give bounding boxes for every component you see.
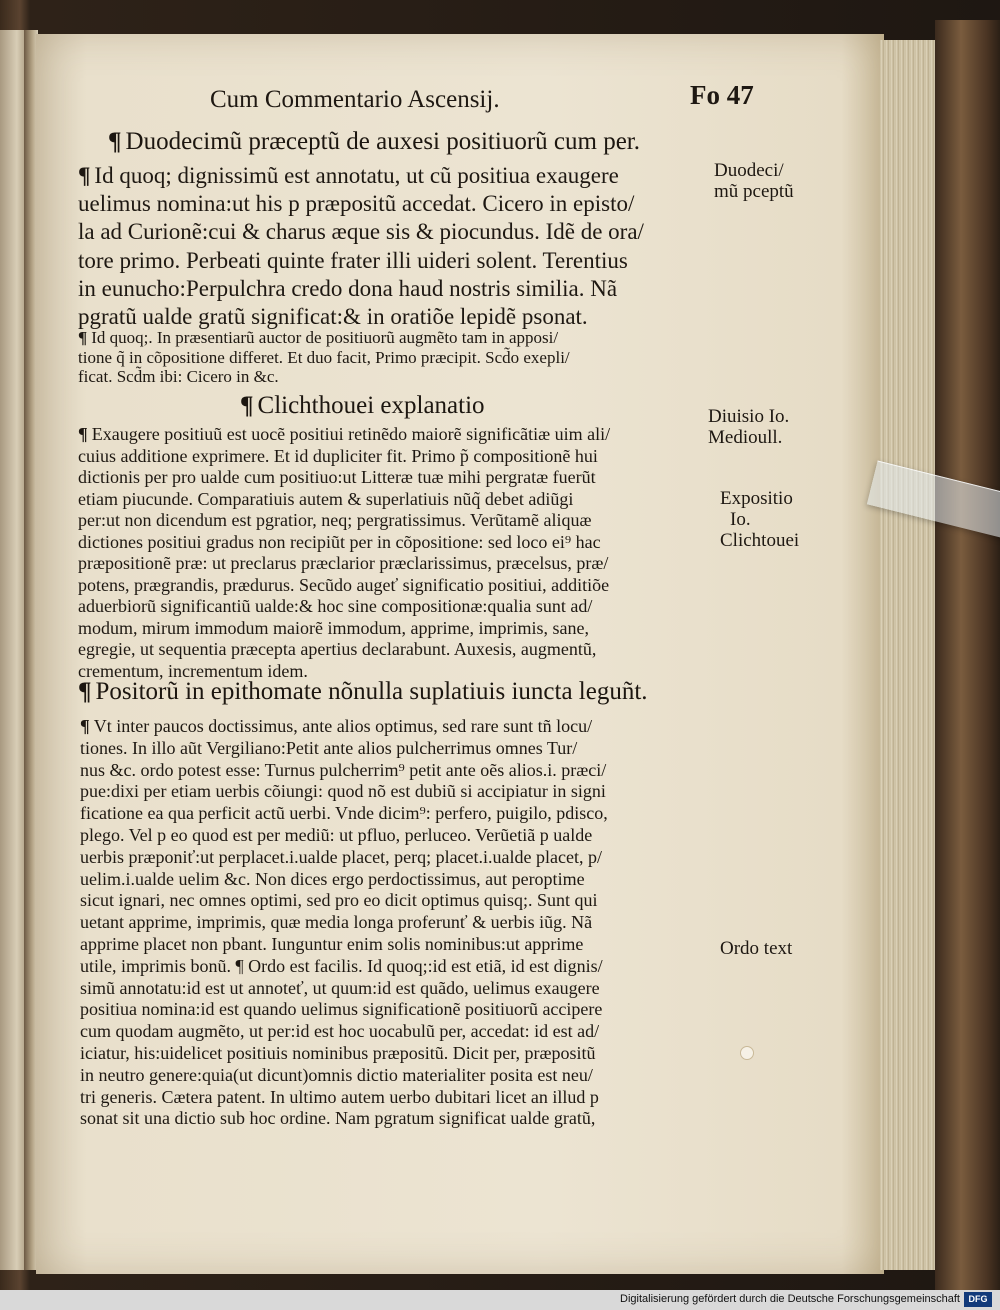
text-line: dictionis per pro ualde cum positiuo:ut Litteræ tuæ mihi pergratæ fuerũt <box>78 467 596 487</box>
facing-page-edge <box>0 30 24 1270</box>
text-line: pue:dixi per etiam uerbis cõiungi: quod nõ est dubiũ si accipiatur in signi <box>80 781 606 802</box>
leather-cover <box>935 20 1000 1290</box>
text-line-content: Id quoq; dignissimũ est annotatu, ut cũ positiua exaugere <box>94 163 619 188</box>
heading-text: Clichthouei explanatio <box>257 392 485 419</box>
folio-number: Fo 47 <box>690 80 754 110</box>
text-line <box>80 716 608 738</box>
text-line: dictiones positiui gradus non recipiũt per in cõpositione: sed loco ei⁹ hac <box>78 531 601 552</box>
text-line: ficatione ea qua perficit actũ uerbi. Vnde dicim⁹: perfero, puigilo, pdisco, <box>80 803 608 824</box>
text-line: sonat sit una dictio sub hoc ordine. Nam pgratum significat ualde gratũ, <box>80 1108 596 1129</box>
pilcrow-icon: ¶ <box>240 392 254 419</box>
text-line: plego. Vel p eo quod est per mediũ: ut pfluo, perluceo. Verũetiã p ualde <box>80 824 593 845</box>
heading-text: Duodecimũ præceptũ de auxesi positiuorũ cum per. <box>125 128 640 155</box>
footer-bar <box>0 1290 1000 1310</box>
marginal-note-expositio <box>720 488 799 551</box>
text-line: aduerbiorũ significantiũ ualde:& hoc sine compositionæ:qualia sunt ad/ <box>78 596 593 616</box>
marginal-line: Expositio <box>720 488 793 509</box>
marginal-note-duodecimum <box>714 160 794 202</box>
text-line: utile, imprimis bonũ. ¶ Ordo est facilis. Id quoq;:id est etiã, id est dignis/ <box>80 955 603 976</box>
commentary-block-1 <box>78 328 570 387</box>
paper-hole <box>740 1046 754 1060</box>
text-line-content: Exaugere positiuũ est uocẽ positiui retinẽdo maiorẽ significãtiæ uim ali/ <box>91 424 611 444</box>
text-line: cuius additione exprimere. Et id dupliciter fit. Primo p̃ compositionẽ hui <box>78 445 598 466</box>
text-line: tione q̃ in cõpositione differet. Et duo facit, Primo præcipit. Scd̃o exepli/ <box>78 347 570 367</box>
text-line: crementum, incrementum idem. <box>78 660 308 681</box>
page-stack-edge <box>880 40 940 1270</box>
text-line: uerbis præponiť:ut perplacet.i.ualde placet, perq; placet.i.ualde placet, p/ <box>80 846 602 867</box>
marginal-line: mũ pceptũ <box>714 181 794 202</box>
marginal-line: Medioull. <box>708 427 783 448</box>
text-line: uelimus nomina:ut his p præpositũ accedat. Cicero in episto/ <box>78 191 635 217</box>
text-line: uetant apprime, imprimis, quæ media longa proferunť & uerbis iũg. Nã <box>80 912 593 933</box>
marginal-line: Diuisio Io. <box>708 406 790 427</box>
text-line: uelim.i.ualde uelim &c. Non dices ergo perdoctissimus, aut peroptime <box>80 868 585 889</box>
footer-credit: Digitalisierung gefördert durch die Deutsche Forschungsgemeinschaft <box>620 1293 960 1305</box>
text-line: nus &c. ordo potest esse: Turnus pulcherrim⁹ petit ante oẽs alios.i. præci/ <box>80 759 607 780</box>
marginal-line: Ordo text <box>720 938 793 959</box>
text-line: cum quodam augmẽto, ut per:id est hoc uocabulũ per, accedat: id est ad/ <box>80 1021 600 1042</box>
text-line: sicut ignari, nec omnes optimi, sed pro eo dicit optimus quisq;. Sunt qui <box>80 890 598 911</box>
main-text-block <box>78 162 644 331</box>
text-line: iciatur, his:uidelicet positiuis nominibus præpositũ. Dicit per, præpositũ <box>80 1042 596 1063</box>
heading-text: Positorũ in epithomate nõnulla suplatiuis iuncta leguñt. <box>95 678 648 705</box>
heading-clichthouei <box>240 392 485 420</box>
text-line <box>78 162 644 190</box>
text-line: ficat. Scd̃m ibi: Cicero in &c. <box>78 367 279 386</box>
pilcrow-icon: ¶ <box>78 678 92 705</box>
marginal-line: Io. <box>730 509 751 530</box>
text-line: præpositionẽ præ: ut preclarus præclarior præclarissimus, præcelsus, præ/ <box>78 553 609 573</box>
pilcrow-icon: ¶ <box>78 424 88 444</box>
text-line: modum, mirum immodum maiorẽ immodum, apprime, imprimis, sane, <box>78 617 589 638</box>
text-line <box>78 328 570 348</box>
text-line: tore primo. Perbeati quinte frater illi uideri solent. Terentius <box>78 247 628 273</box>
heading-positorum <box>78 678 648 706</box>
heading-duodecimum-praeceptum <box>108 128 640 156</box>
text-line: in eunucho:Perpulchra credo dona haud nostris similia. Nã <box>78 275 618 301</box>
text-line: etiam piucunde. Comparatiuis autem & superlatiuis nũq̃ debet adiũgi <box>78 488 574 509</box>
marginal-note-diuisio <box>708 406 789 448</box>
pilcrow-icon: ¶ <box>78 163 91 188</box>
dfg-logo: DFG <box>964 1292 992 1307</box>
text-line: pgratũ ualde gratũ significat:& in oratiõe lepidẽ psonat. <box>78 304 588 330</box>
text-line: tiones. In illo aũt Vergiliano:Petit ante alios pulcherrimus omnes Tur/ <box>80 737 578 758</box>
text-line: tri generis. Cætera patent. In ultimo autem uerbo dubitari licet an illud p <box>80 1086 599 1107</box>
commentary-block-3 <box>80 716 608 1130</box>
marginal-line: Clichtouei <box>720 530 800 551</box>
pilcrow-icon: ¶ <box>80 716 90 736</box>
marginal-line: Duodeci/ <box>714 160 784 181</box>
commentary-block-2 <box>78 424 610 682</box>
text-line: per:ut non dicendum est pgratior, neq; pergratissimus. Verũtamẽ aliquæ <box>78 510 592 530</box>
pilcrow-icon: ¶ <box>78 328 88 347</box>
text-line: in neutro genere:quia(ut dicunt)omnis dictio materialiter posita est neu/ <box>80 1064 593 1085</box>
running-head: Cum Commentario Ascensij. <box>210 86 500 113</box>
text-line-content: Vt inter paucos doctissimus, ante alios optimus, sed rare sunt tñ locu/ <box>93 716 593 736</box>
text-line: la ad Curionẽ:cui & charus æque sis & piocundus. Idẽ de ora/ <box>78 219 644 245</box>
text-line: egregie, ut sequentia præcepta apertius declarabunt. Auxesis, augmentũ, <box>78 639 597 659</box>
text-line: potens, prægrandis, prædurus. Secũdo augeť significatio positiui, additiõe <box>78 574 610 595</box>
marginal-note-ordo <box>720 938 792 959</box>
text-line <box>78 424 610 446</box>
text-line: simũ annotatu:id est ut annoteť, ut quum:id est quãdo, uelimus exaugere <box>80 977 600 998</box>
text-line-content: Id quoq;. In præsentiarũ auctor de positiuorũ augmẽto tam in apposi/ <box>91 328 559 347</box>
pilcrow-icon: ¶ <box>108 128 122 155</box>
text-line: apprime placet non pbant. Iunguntur enim solis nominibus:ut apprime <box>80 933 584 954</box>
text-line: positiua nomina:id est quando uelimus significationẽ positiuorũ accipere <box>80 999 603 1020</box>
